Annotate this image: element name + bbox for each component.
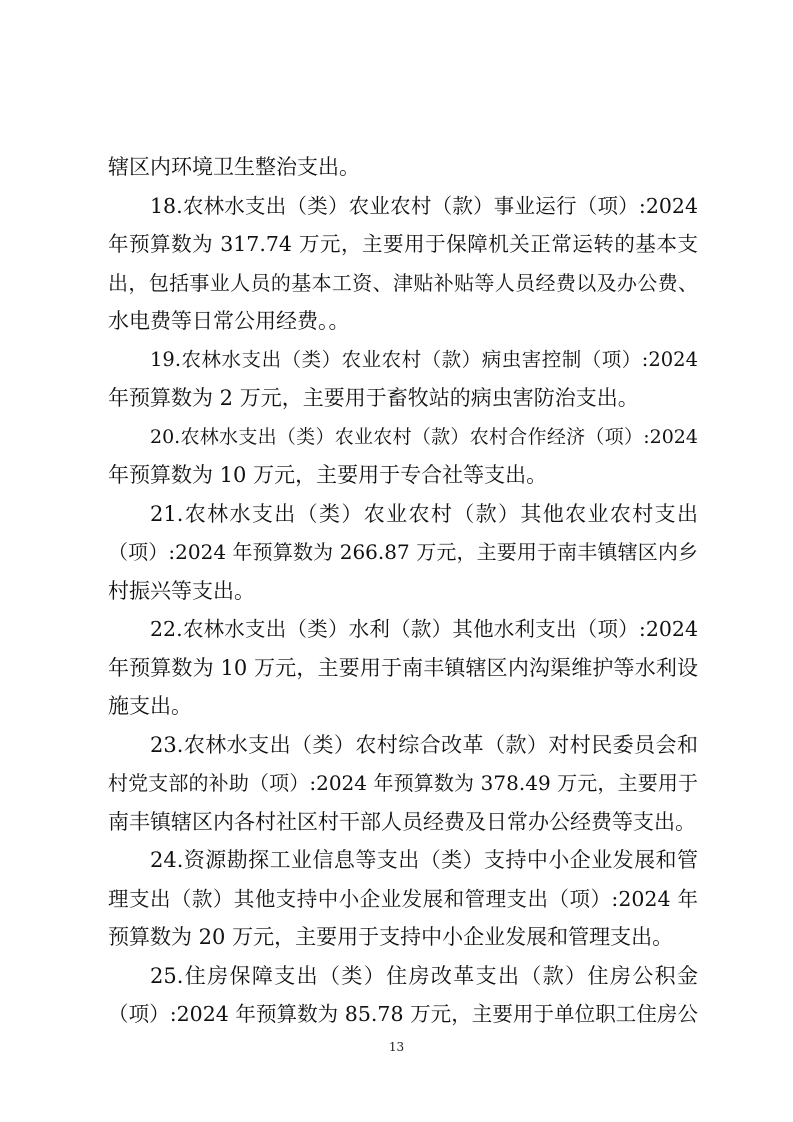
paragraph-line: 村党支部的补助（项）:2024 年预算数为 378.49 万元，主要用于 <box>108 771 698 795</box>
paragraph-line: 22.农林水支出（类）水利（款）其他水利支出（项）:2024 <box>150 617 698 641</box>
paragraph-line: 水电费等日常公用经费。。 <box>108 309 350 333</box>
paragraph-line: 村振兴等支出。 <box>108 578 255 603</box>
paragraph-line: 18.农林水支出（类）农业农村（款）事业运行（项）:2024 <box>150 193 698 218</box>
page-number: 13 <box>388 1040 405 1054</box>
paragraph-line: 23.农林水支出（类）农村综合改革（款）对村民委员会和 <box>150 732 698 757</box>
paragraph-line: 出，包括事业人员的基本工资、津贴补贴等人员经费以及办公费、 <box>108 270 698 295</box>
paragraph-line: 年预算数为 2 万元，主要用于畜牧站的病虫害防治支出。 <box>108 386 639 410</box>
paragraph-line: 南丰镇辖区内各村社区村干部人员经费及日常办公经费等支出。 <box>108 809 696 834</box>
paragraph-line: 年预算数为 10 万元，主要用于南丰镇辖区内沟渠维护等水利设 <box>108 655 698 680</box>
paragraph-line: 20.农林水支出（类）农业农村（款）农村合作经济（项）:2024 <box>150 425 698 448</box>
paragraph-line: （项）:2024 年预算数为 85.78 万元，主要用于单位职工住房公 <box>108 1002 698 1026</box>
paragraph-line: 24.资源勘探工业信息等支出（类）支持中小企业发展和管 <box>150 848 698 872</box>
paragraph-line: 施支出。 <box>108 694 192 718</box>
paragraph-line: （项）:2024 年预算数为 266.87 万元，主要用于南丰镇辖区内乡 <box>108 540 698 564</box>
paragraph-line: 预算数为 20 万元，主要用于支持中小企业发展和管理支出。 <box>108 925 674 949</box>
paragraph-line: 理支出（款）其他支持中小企业发展和管理支出（项）:2024 年 <box>108 886 698 911</box>
document-body <box>108 148 698 1034</box>
paragraph-line: 年预算数为 10 万元，主要用于专合社等支出。 <box>108 463 548 487</box>
paragraph-line: 25.住房保障支出（类）住房改革支出（款）住房公积金 <box>150 963 698 988</box>
paragraph-line: 年预算数为 317.74 万元，主要用于保障机关正常运转的基本支 <box>108 232 698 256</box>
paragraph-line: 19.农林水支出（类）农业农村（款）病虫害控制（项）:2024 <box>150 347 698 371</box>
paragraph-line: 辖区内环境卫生整治支出。 <box>108 155 360 179</box>
paragraph-line: 21.农林水支出（类）农业农村（款）其他农业农村支出 <box>150 501 698 526</box>
